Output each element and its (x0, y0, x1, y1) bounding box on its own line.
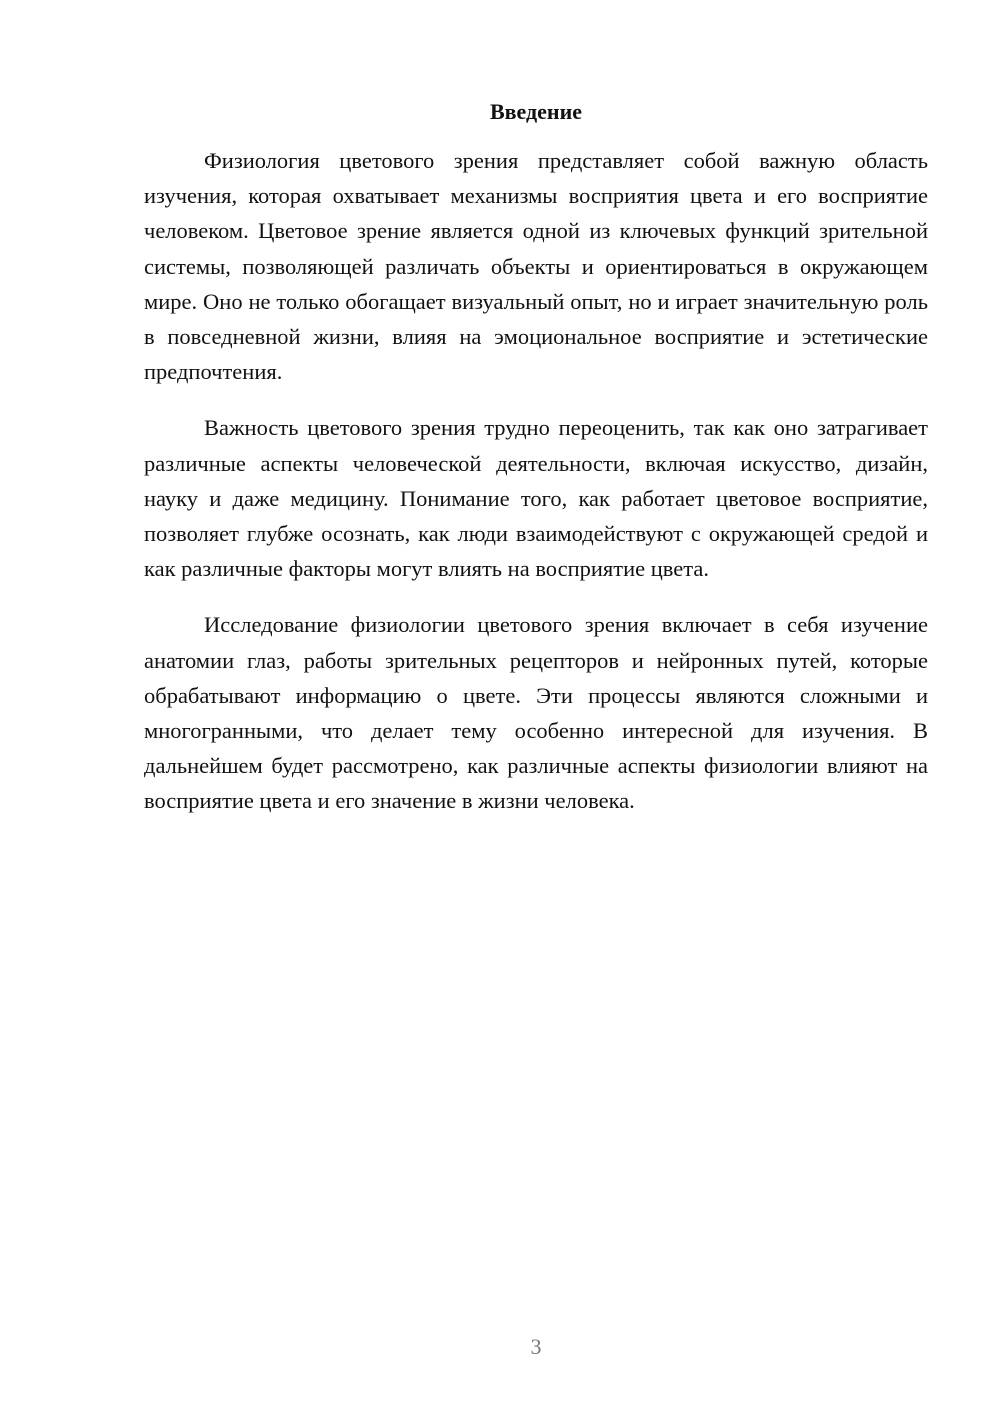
paragraph-1: Физиология цветового зрения представляет собой важную область изучения, которая охватывает механизмы восприятия цвета и его восприятие человеком. Цветовое зрение является одной из ключевых функций зрительной системы, позволяющей различать объекты и ориентироваться в окружающем мире. Оно не только обогащает визуальный опыт, но и играет значительную роль в повседневной жизни, влияя на эмоциональное восприятие и эстетические предпочтения. (144, 148, 928, 385)
paragraph-2: Важность цветового зрения трудно переоценить, так как оно затрагивает различные аспекты человеческой деятельности, включая искусство, дизайн, науку и даже медицину. Понимание того, как работает цветовое восприятие, позволяет глубже осознать, как люди взаимодействуют с окружающей средой и как различные факторы могут влиять на восприятие цвета. (144, 415, 928, 582)
page-number: 3 (530, 1334, 542, 1359)
paragraph-3: Исследование физиологии цветового зрения включает в себя изучение анатомии глаз, работы зрительных рецепторов и нейронных путей, которые обрабатывают информацию о цвете. Эти процессы являются сложными и многогранными, что делает тему особенно интересной для изучения. В дальнейшем будет рассмотрено, как различные аспекты физиологии влияют на восприятие цвета и его значение в жизни человека. (144, 612, 928, 814)
body-text (144, 143, 928, 840)
section-heading: Введение (489, 99, 583, 124)
